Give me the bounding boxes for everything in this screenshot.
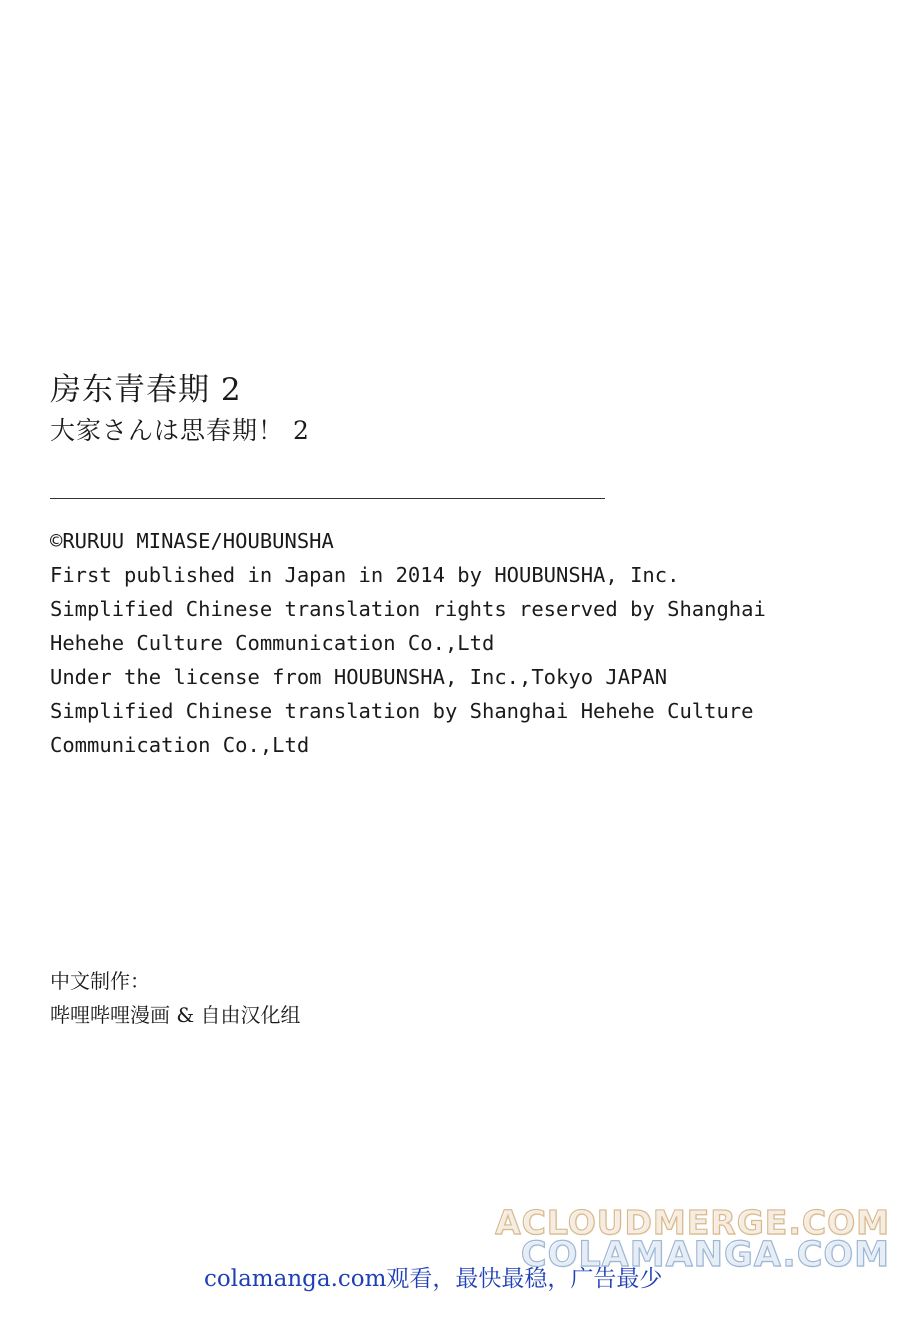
copyright-line: ©RURUU MINASE/HOUBUNSHA <box>50 529 334 553</box>
credits-block <box>50 964 301 1032</box>
footer-site-link[interactable]: colamanga.com观看，最快最稳，广告最少 <box>204 1266 663 1292</box>
copyright-line: Communication Co.,Ltd <box>50 733 310 757</box>
copyright-line: Simplified Chinese translation rights reserved by Shanghai <box>50 597 766 621</box>
credits-value: 哔哩哔哩漫画 & 自由汉化组 <box>50 1003 301 1027</box>
copyright-line: Hehehe Culture Communication Co.,Ltd <box>50 631 495 655</box>
copyright-line: Simplified Chinese translation by Shanghai Hehehe Culture <box>50 699 754 723</box>
copyright-block <box>50 524 766 762</box>
copyright-line: First published in Japan in 2014 by HOUBUNSHA, Inc. <box>50 563 680 587</box>
copyright-line: Under the license from HOUBUNSHA, Inc.,Tokyo JAPAN <box>50 665 668 689</box>
credits-label: 中文制作： <box>50 969 150 993</box>
book-title: 房东青春期 2 <box>50 372 242 408</box>
book-original-title: 大家さんは思春期！ 2 <box>50 416 310 445</box>
divider-line <box>50 498 605 499</box>
watermark-colamanga: COLAMANGA.COM <box>520 1235 890 1275</box>
watermark-acloudmerge: ACLOUDMERGE.COM <box>495 1203 890 1242</box>
